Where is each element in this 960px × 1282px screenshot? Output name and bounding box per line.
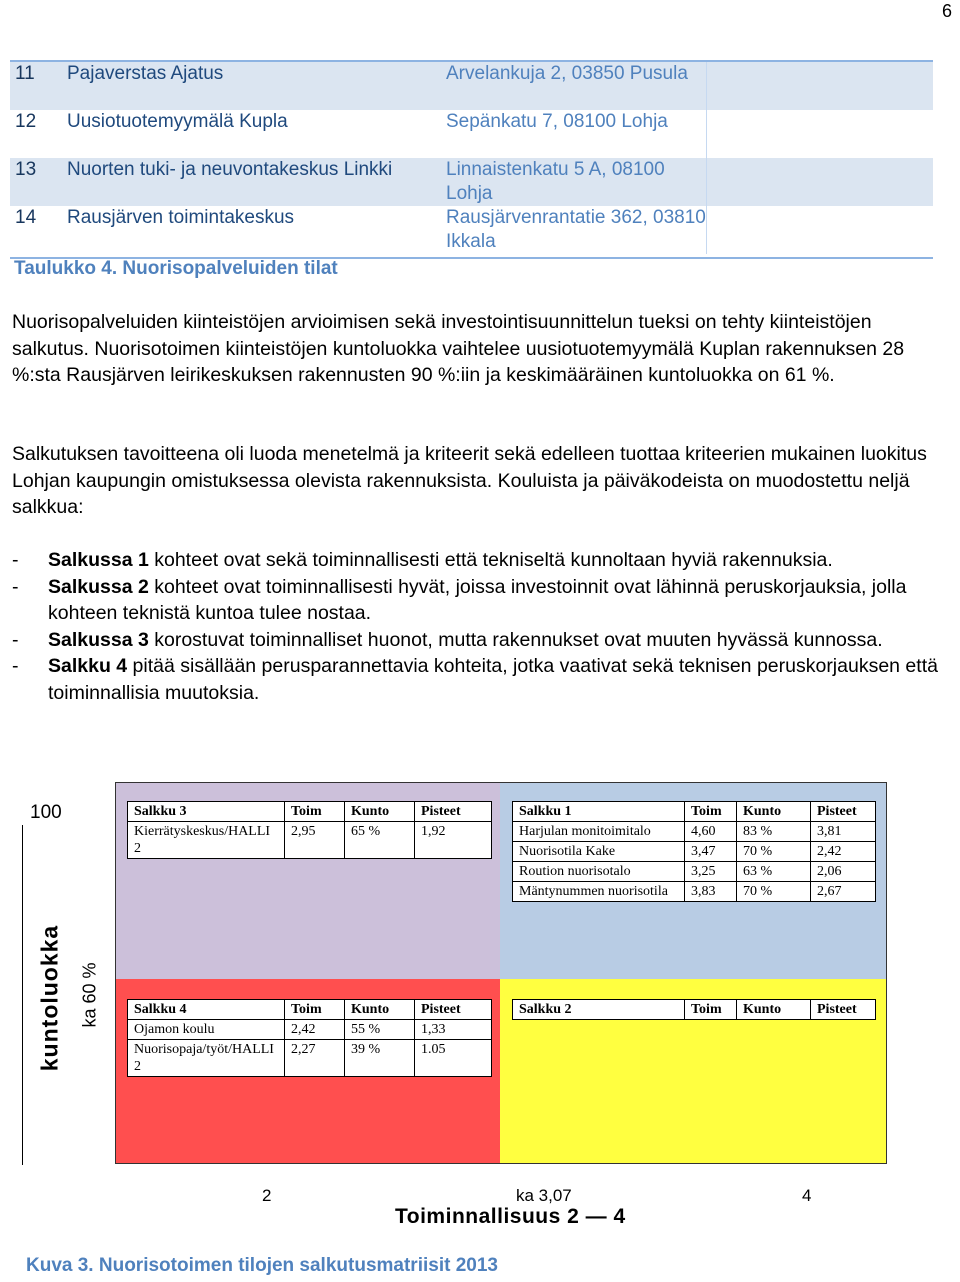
bullet-dash: - [12, 628, 19, 651]
table-header: Pisteet [811, 802, 876, 822]
table-header: Kunto [737, 802, 811, 822]
table-header: Salkku 1 [513, 802, 685, 822]
table-cell: 1,33 [415, 1020, 492, 1040]
empty-cell [706, 110, 933, 158]
table-cell: 2,42 [811, 842, 876, 862]
table-cell: 2,27 [285, 1040, 345, 1077]
table-cell: 70 % [737, 882, 811, 902]
table-cell: 3,81 [811, 822, 876, 842]
table-header: Kunto [345, 1000, 415, 1020]
paragraph: Nuorisopalveluiden kiinteistöjen arvioimisen sekä investointisuunnittelun tueksi on tehty kiinteistöjen salkutus. Nuorisotoimen kiinteistöjen kuntoluokka vaihtelee uusiotuotemyymälä Kuplan rakennuksen 28 %:sta Rausjärven leirikeskuksen rakennusten 90 %:iin ja keskimääräinen kuntoluokka on 61 %. [12, 311, 905, 386]
table-cell: 2,42 [285, 1020, 345, 1040]
table-cell: Nuorisotila Kake [513, 842, 685, 862]
x-axis-max-label: 4 [802, 1186, 812, 1205]
facility-address: Rausjärvenrantatie 362, 03810 Ikkala [446, 207, 706, 252]
x-axis-mid-label: ka 3,07 [516, 1186, 572, 1205]
table-row [128, 1020, 492, 1040]
table-row [513, 882, 876, 902]
table-cell: 3,25 [685, 862, 737, 882]
table-cell: 3,47 [685, 842, 737, 862]
table-header: Toim [285, 802, 345, 822]
bullet-dash: - [12, 655, 19, 677]
bullet-text: pitää sisällään perusparannettavia kohteita, jotka vaativat sekä teknisen peruskorjauksen että toiminnallisia muutoksia. [48, 655, 938, 704]
table-row [513, 842, 876, 862]
bullet-dash: - [12, 575, 19, 598]
y-axis-title: kuntoluokka [36, 924, 63, 1071]
facility-address: Linnaistenkatu 5 A, 08100 Lohja [446, 159, 665, 204]
table-row [128, 1040, 492, 1077]
page-number: 6 [941, 1, 952, 21]
table-cell: Roution nuorisotalo [513, 862, 685, 882]
table-header: Toim [685, 802, 737, 822]
bullet-bold: Salkussa 1 [48, 549, 149, 571]
facility-address: Sepänkatu 7, 08100 Lohja [446, 111, 668, 132]
table-cell: 65 % [345, 822, 415, 859]
table-cell: Ojamon koulu [128, 1020, 285, 1040]
facility-number: 14 [15, 207, 37, 228]
table-cell: Harjulan monitoimitalo [513, 822, 685, 842]
table-cell: 55 % [345, 1020, 415, 1040]
salkku-2-table [512, 999, 876, 1020]
table-cell: 2,67 [811, 882, 876, 902]
bullet-dash: - [12, 549, 19, 571]
facility-name: Rausjärven toimintakeskus [67, 207, 295, 228]
y-axis-max-label: 100 [30, 802, 62, 823]
table-caption: Taulukko 4. Nuorisopalveluiden tilat [14, 258, 338, 279]
salkku-3-table [127, 801, 492, 859]
table-cell: 3,83 [685, 882, 737, 902]
facility-number: 11 [15, 63, 35, 84]
table-header: Pisteet [415, 1000, 492, 1020]
table-header: Salkku 4 [128, 1000, 285, 1020]
bullet-bold: Salkku 4 [48, 655, 128, 677]
empty-cell [706, 158, 933, 206]
table-header: Pisteet [811, 1000, 876, 1020]
table-header: Toim [285, 1000, 345, 1020]
table-cell: Mäntynummen nuorisotila [513, 882, 685, 902]
list-item [12, 547, 952, 574]
bullet-text: kohteet ovat toiminnallisesti hyvät, joissa investoinnit ovat lähinnä peruskorjauksia, jolla kohteen teknistä kuntoa tulee nostaa. [48, 575, 907, 624]
facility-number: 13 [15, 159, 37, 180]
table-cell: 39 % [345, 1040, 415, 1077]
facility-address: Arvelankuja 2, 03850 Pusula [446, 63, 688, 84]
table-cell: 2,95 [285, 822, 345, 859]
bullet-text: kohteet ovat sekä toiminnallisesti että tekniseltä kunnoltaan hyviä rakennuksia. [148, 549, 833, 571]
facility-name: Pajaverstas Ajatus [67, 63, 224, 84]
bullet-text: korostuvat toiminnalliset huonot, mutta rakennukset ovat muuten hyvässä kunnossa. [148, 628, 883, 651]
table-header: Kunto [345, 802, 415, 822]
table-header: Salkku 3 [128, 802, 285, 822]
list-item [12, 574, 952, 627]
table-cell: 1.05 [415, 1040, 492, 1077]
table-cell: Kierrätyskeskus/HALLI 2 [128, 822, 285, 859]
figure-caption: Kuva 3. Nuorisotoimen tilojen salkutusmatriisit 2013 [26, 1255, 498, 1276]
y-axis-line [22, 825, 23, 1165]
facility-name: Uusiotuotemyymälä Kupla [67, 111, 288, 132]
table-row [513, 822, 876, 842]
empty-cell [706, 62, 933, 110]
bullet-bold: Salkussa 3 [48, 628, 149, 651]
table-row [10, 62, 933, 110]
table-row [10, 110, 933, 158]
x-axis-min-label: 2 [262, 1186, 272, 1205]
table-cell: 1,92 [415, 822, 492, 859]
list-item [12, 627, 952, 654]
facility-name: Nuorten tuki- ja neuvontakeskus Linkki [67, 159, 393, 180]
facility-table [10, 60, 933, 254]
bullet-bold: Salkussa 2 [48, 575, 149, 598]
list-item [12, 653, 952, 706]
table-header: Kunto [737, 1000, 811, 1020]
facility-number: 12 [15, 111, 37, 132]
table-row [10, 158, 933, 206]
table-cell: 63 % [737, 862, 811, 882]
table-row [128, 822, 492, 859]
table-cell: Nuorisopaja/työt/HALLI 2 [128, 1040, 285, 1077]
table-row [513, 862, 876, 882]
table-row [10, 206, 933, 254]
table-header: Toim [685, 1000, 737, 1020]
salkku-1-table [512, 801, 876, 902]
table-cell: 4,60 [685, 822, 737, 842]
table-cell: 83 % [737, 822, 811, 842]
empty-cell [706, 206, 933, 254]
table-header: Salkku 2 [513, 1000, 685, 1020]
salkku-4-table [127, 999, 492, 1077]
x-axis-title: Toiminnallisuus 2 — 4 [395, 1205, 626, 1228]
table-cell: 2,06 [811, 862, 876, 882]
bullet-list [12, 547, 952, 706]
table-header: Pisteet [415, 802, 492, 822]
table-cell: 70 % [737, 842, 811, 862]
paragraph: Salkutuksen tavoitteena oli luoda menetelmä ja kriteerit sekä edelleen tuottaa kriteerien mukainen luokitus Lohjan kaupungin omistuksessa olevista rakennuksista. Kouluista ja päiväkodeista on muodostettu neljä salkkua: [12, 443, 927, 518]
y-axis-mid-label: ka 60 % [79, 962, 100, 1028]
